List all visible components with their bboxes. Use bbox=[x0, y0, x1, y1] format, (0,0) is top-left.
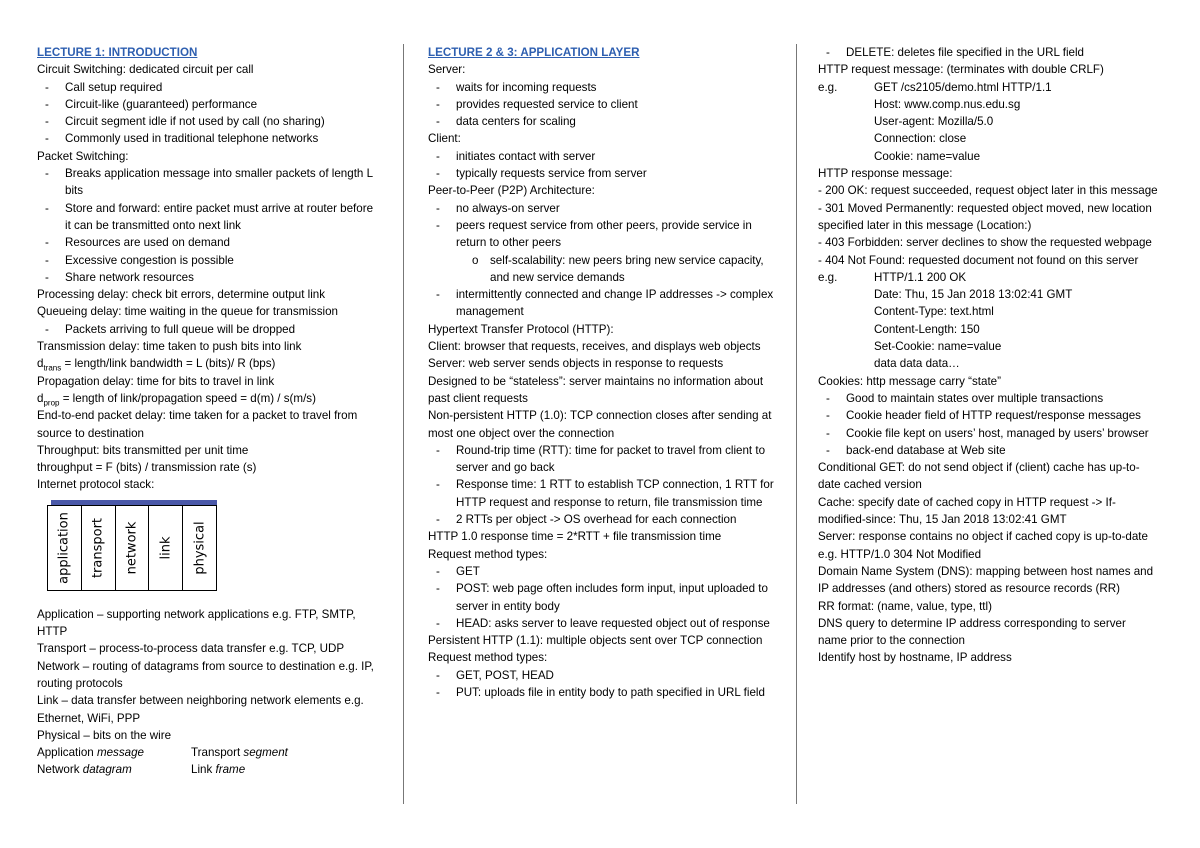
layer-description: Network – routing of datagrams from source to destination e.g. IP, routing protocols bbox=[37, 659, 374, 690]
list-item: - Good to maintain states over multiple transactions bbox=[826, 391, 1104, 405]
list-item: - DELETE: deletes file specified in the URL field bbox=[826, 46, 1085, 59]
rr-format: RR format: (name, value, type, ttl) bbox=[818, 599, 992, 613]
list-item: - intermittently connected and change IP addresses -> complex management bbox=[436, 288, 774, 319]
column-divider-1 bbox=[403, 44, 404, 804]
status-line: - 404 Not Found: requested document not found on this server bbox=[818, 253, 1139, 267]
section-heading: LECTURE 1: INTRODUCTION bbox=[37, 46, 198, 59]
processing-delay: Processing delay: check bit errors, determine output link bbox=[37, 288, 326, 302]
server-response-note: Server: response contains no object if cached copy is up-to-date e.g. HTTP/1.0 304 Not Modified bbox=[818, 530, 1148, 561]
status-line: - 200 OK: request succeeded, request object later in this message bbox=[818, 184, 1158, 198]
cache-note: Cache: specify date of cached copy in HTTP request -> If-modified-since: Thu, 15 Jan 2018 13:02:41 GMT bbox=[818, 495, 1116, 527]
layer-description: Link – data transfer between neighboring network elements e.g. Ethernet, WiFi, PPP bbox=[37, 694, 364, 725]
throughput-formula: throughput = F (bits) / transmission rate (s) bbox=[37, 461, 257, 475]
list-item: - peers request service from other peers, provide service in return to other peers bbox=[436, 218, 752, 250]
stack-box bbox=[47, 505, 217, 591]
list-item: - Share network resources bbox=[45, 270, 194, 284]
status-line: - 301 Moved Permanently: requested object moved, new location specified later in this message (Location:) bbox=[818, 201, 1152, 232]
list-item: - POST: web page often includes form input, input uploaded to server in entity body bbox=[436, 582, 768, 613]
response-message-title: HTTP response message: bbox=[818, 167, 953, 181]
list-item: - Round-trip time (RTT): time for packet to travel from client to server and go back bbox=[436, 443, 766, 475]
request-methods-title: Request method types: bbox=[428, 651, 548, 665]
cookies-title: Cookies: http message carry “state” bbox=[818, 374, 1001, 388]
stack-layer-link: link bbox=[149, 506, 183, 590]
stateless-note: Designed to be “stateless”: server maintains no information about past client requests bbox=[428, 374, 764, 405]
circuit-switching-title: Circuit Switching: dedicated circuit per call bbox=[37, 63, 254, 77]
conditional-get: Conditional GET: do not send object if (client) cache has up-to-date cached version bbox=[818, 461, 1140, 492]
sub-list-item: o self-scalability: new peers bring new service capacity, and new service demands bbox=[472, 253, 764, 284]
p2p-title: Peer-to-Peer (P2P) Architecture: bbox=[428, 184, 595, 198]
dns-note: Domain Name System (DNS): mapping between host names and IP addresses (and others) stored as resource records (RR) bbox=[818, 564, 1154, 596]
http-client: Client: browser that requests, receives, and displays web objects bbox=[428, 340, 761, 354]
list-item: - Resources are used on demand bbox=[45, 236, 230, 250]
server-title: Server: bbox=[428, 63, 466, 77]
list-item: - Cookie file kept on users’ host, managed by users’ browser bbox=[826, 426, 1149, 440]
list-item: - Cookie header field of HTTP request/response messages bbox=[826, 409, 1141, 423]
status-line: - 403 Forbidden: server declines to show the requested webpage bbox=[818, 236, 1152, 250]
column-lecture-2-3 bbox=[428, 44, 778, 701]
persistent-http: Persistent HTTP (1.1): multiple objects sent over TCP connection bbox=[428, 634, 763, 648]
list-item: - Breaks application message into smaller packets of length L bits bbox=[45, 167, 373, 198]
packet-switching-title: Packet Switching: bbox=[37, 149, 129, 163]
response-time: HTTP 1.0 response time = 2*RTT + file transmission time bbox=[428, 530, 722, 544]
column-lecture-1 bbox=[37, 44, 377, 779]
propagation-delay: Propagation delay: time for bits to travel in link bbox=[37, 374, 275, 388]
list-item: - PUT: uploads file in entity body to path specified in URL field bbox=[436, 685, 765, 699]
nonpersistent-http: Non-persistent HTTP (1.0): TCP connection closes after sending at most one object over the connection bbox=[428, 409, 772, 440]
column-divider-2 bbox=[796, 44, 797, 804]
stack-title: Internet protocol stack: bbox=[37, 478, 155, 492]
layer-description: Application – supporting network applications e.g. FTP, SMTP, HTTP bbox=[37, 607, 356, 639]
pdu-row: Network datagram Link frame bbox=[37, 763, 246, 777]
list-item: - Store and forward: entire packet must arrive at router before it can be transmitted onto next link bbox=[45, 201, 374, 232]
throughput: Throughput: bits transmitted per unit time bbox=[37, 443, 249, 457]
list-item: - Excessive congestion is possible bbox=[45, 253, 234, 267]
list-item: - Circuit segment idle if not used by call (no sharing) bbox=[45, 115, 325, 129]
dns-query: DNS query to determine IP address corresponding to server name prior to the connection bbox=[818, 616, 1126, 648]
list-item: - 2 RTTs per object -> OS overhead for each connection bbox=[436, 513, 737, 527]
list-item: - back-end database at Web site bbox=[826, 443, 1006, 457]
list-item: - GET bbox=[436, 564, 480, 578]
list-item: - initiates contact with server bbox=[436, 149, 596, 163]
list-item: - Circuit-like (guaranteed) performance bbox=[45, 97, 258, 111]
queueing-delay: Queueing delay: time waiting in the queue for transmission bbox=[37, 305, 338, 319]
request-example: e.g. GET /cs2105/demo.html HTTP/1.1 Host: www.comp.nus.edu.sg User-agent: Mozilla/5.0 Connection: close Cookie: name=value bbox=[818, 80, 1052, 163]
stack-layer-network: network bbox=[116, 506, 150, 590]
list-item: - HEAD: asks server to leave requested object out of response bbox=[436, 616, 770, 630]
list-item: - Commonly used in traditional telephone networks bbox=[45, 132, 319, 146]
transmission-delay: Transmission delay: time taken to push bits into link bbox=[37, 340, 302, 354]
identify-host: Identify host by hostname, IP address bbox=[818, 651, 1012, 665]
list-item: - typically requests service from server bbox=[436, 167, 647, 181]
request-message-title: HTTP request message: (terminates with double CRLF) bbox=[818, 63, 1104, 77]
stack-layer-application: application bbox=[48, 506, 82, 590]
list-item: - Packets arriving to full queue will be dropped bbox=[45, 322, 296, 336]
list-item: - GET, POST, HEAD bbox=[436, 668, 554, 682]
layer-description: Physical – bits on the wire bbox=[37, 728, 172, 742]
client-title: Client: bbox=[428, 132, 461, 146]
layer-description: Transport – process-to-process data transfer e.g. TCP, UDP bbox=[37, 642, 345, 656]
list-item: - waits for incoming requests bbox=[436, 80, 597, 94]
list-item: - provides requested service to client bbox=[436, 97, 638, 111]
http-title: Hypertext Transfer Protocol (HTTP): bbox=[428, 322, 614, 336]
list-item: - Call setup required bbox=[45, 80, 163, 94]
http-server: Server: web server sends objects in response to requests bbox=[428, 357, 724, 371]
column-continued bbox=[818, 44, 1158, 667]
list-item: - data centers for scaling bbox=[436, 115, 576, 129]
dprop-formula: $d_{prop}$ = length of link/propagation speed = d(m) / s(m/s) bbox=[37, 391, 316, 408]
protocol-stack-diagram bbox=[37, 500, 377, 600]
list-item: - Response time: 1 RTT to establish TCP connection, 1 RTT for HTTP request and response to return, file transmission time bbox=[436, 478, 774, 509]
stack-layer-physical: physical bbox=[191, 521, 207, 575]
request-methods-title: Request method types: bbox=[428, 547, 548, 561]
stack-layer-transport: transport bbox=[82, 506, 116, 590]
list-item: - no always-on server bbox=[436, 201, 560, 215]
section-heading: LECTURE 2 & 3: APPLICATION LAYER bbox=[428, 46, 640, 59]
response-example: e.g. HTTP/1.1 200 OK Date: Thu, 15 Jan 2018 13:02:41 GMT Content-Type: text.html Content-Length: 150 Set-Cookie: name=value data data data… bbox=[818, 270, 1073, 371]
dtrans-formula: $d_{trans}$ = length/link bandwidth = L (bits)/ R (bps) bbox=[37, 357, 276, 373]
end-to-end-delay: End-to-end packet delay: time taken for a packet to travel from source to destination bbox=[37, 409, 358, 440]
pdu-row: Application message Transport segment bbox=[37, 746, 288, 760]
